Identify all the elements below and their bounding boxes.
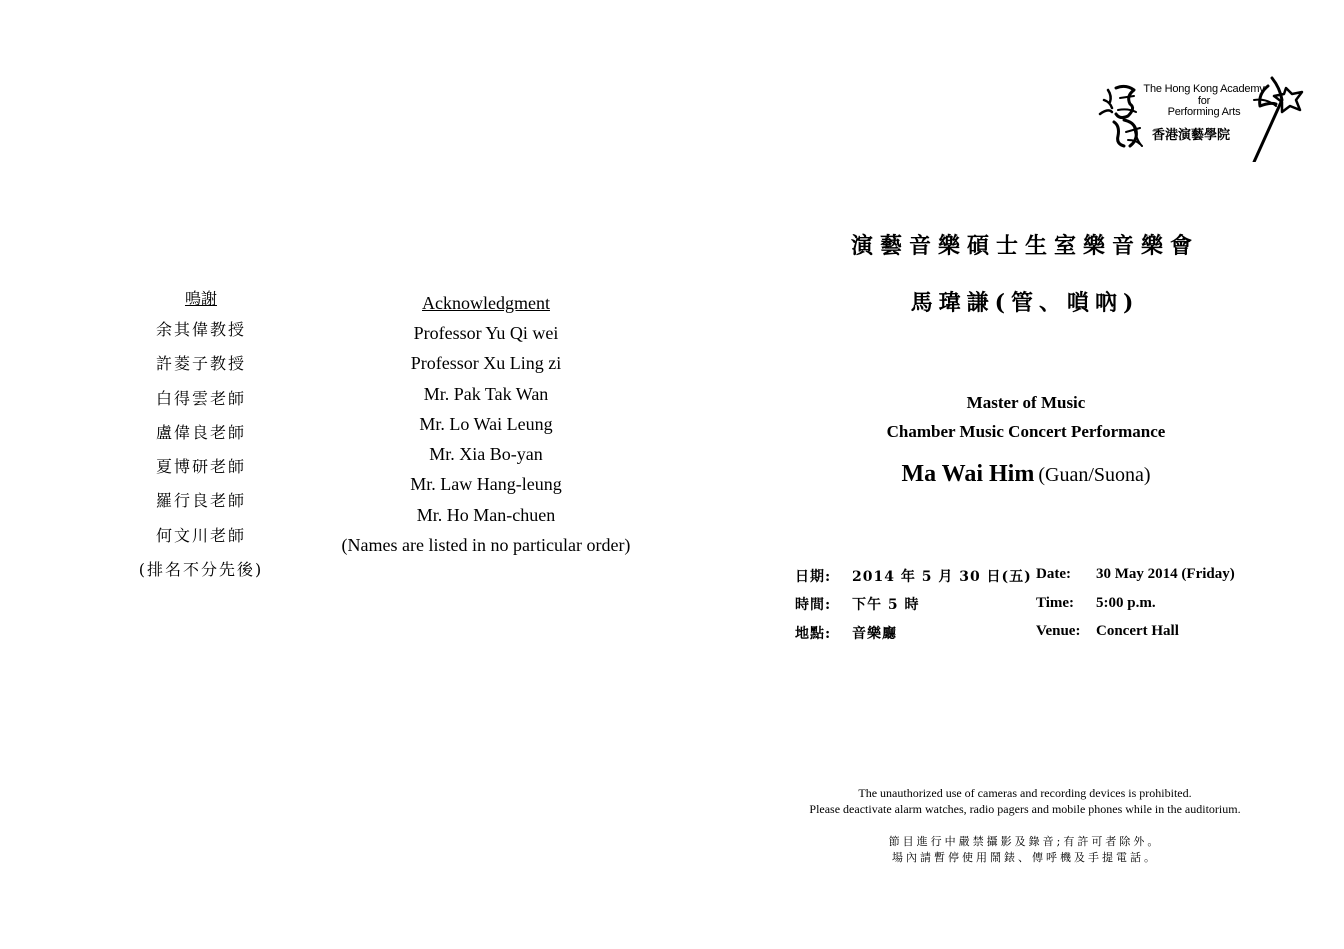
notice-zh-line: 節目進行中嚴禁攝影及錄音;有許可者除外。 <box>888 835 1162 848</box>
ack-zh-name: 何文川老師 <box>155 525 246 545</box>
concert-title-zh: 演藝音樂碩士生室樂音樂會 <box>850 233 1199 259</box>
notice-zh-line: 場內請暫停使用鬧錶、傳呼機及手提電話。 <box>892 851 1158 864</box>
performer-instruments: (Guan/Suona) <box>1038 464 1151 486</box>
performer-en <box>790 461 1262 488</box>
notice-en-line: Please deactivate alarm watches, radio pagers and mobile phones while in the auditorium. <box>809 802 1241 816</box>
ack-en-name: Mr. Lo Wai Leung <box>419 413 553 434</box>
acknowledgment-zh-heading: 鳴謝 <box>184 289 217 308</box>
logo-english-name <box>1138 84 1270 119</box>
performer-name: Ma Wai Him <box>901 461 1035 487</box>
ack-zh-name: 余其偉教授 <box>155 320 246 339</box>
ack-en-name: Professor Yu Qi wei <box>413 323 559 343</box>
zh-date-value: 2014 年 5 月 30 日(五) <box>852 569 1032 585</box>
hkapa-logo <box>1094 70 1312 162</box>
ack-zh-name: 白得雲老師 <box>155 388 246 408</box>
en-date-value: 30 May 2014 (Friday) <box>1096 566 1235 582</box>
ack-en-name: Professor Xu Ling zi <box>410 353 562 374</box>
ack-zh-name: 盧偉良老師 <box>155 422 246 442</box>
acknowledgment-zh <box>110 288 292 592</box>
ack-en-name: Mr. Ho Man-chuen <box>416 504 556 525</box>
zh-date-label: 日期: <box>795 569 832 585</box>
ack-zh-name: 羅行良老師 <box>155 491 246 511</box>
ack-zh-name: 夏博研老師 <box>155 457 246 477</box>
zh-time-value: 下午 5 時 <box>852 597 920 613</box>
acknowledgment-en-heading: Acknowledgment <box>422 293 550 313</box>
notice-zh <box>780 834 1270 866</box>
concert-title-en-line2: Chamber Music Concert Performance <box>886 422 1166 441</box>
ack-zh-note: (排名不分先後) <box>138 560 264 580</box>
zh-venue-label: 地點: <box>795 626 832 642</box>
en-date-label: Date: <box>1036 566 1071 582</box>
notice-en <box>780 785 1270 817</box>
logo-en-line: Performing Arts <box>1167 106 1241 118</box>
logo-en-line: The Hong Kong Academy <box>1143 83 1265 95</box>
ack-en-name: Mr. Xia Bo-yan <box>429 444 543 465</box>
zh-venue-value: 音樂廳 <box>852 626 897 642</box>
en-time-label: Time: <box>1036 595 1075 611</box>
performer-zh: 馬瑋謙(管、嗩吶) <box>910 290 1140 316</box>
ack-en-note: (Names are listed in no particular order) <box>341 535 631 556</box>
acknowledgment-en <box>325 292 647 564</box>
ack-en-name: Mr. Pak Tak Wan <box>423 383 549 404</box>
zh-time-label: 時間: <box>795 597 832 613</box>
ack-zh-name: 許菱子教授 <box>155 354 246 374</box>
logo-chinese-name: 香港演藝學院 <box>1152 128 1231 143</box>
ack-en-name: Mr. Law Hang-leung <box>410 474 562 495</box>
en-time-value: 5:00 p.m. <box>1096 595 1156 611</box>
logo-en-line: for <box>1197 94 1211 107</box>
en-venue-label: Venue: <box>1036 623 1081 639</box>
notice-en-line: The unauthorized use of cameras and recording devices is prohibited. <box>858 786 1192 800</box>
concert-title-en-line1: Master of Music <box>966 393 1086 412</box>
en-venue-value: Concert Hall <box>1096 623 1179 639</box>
